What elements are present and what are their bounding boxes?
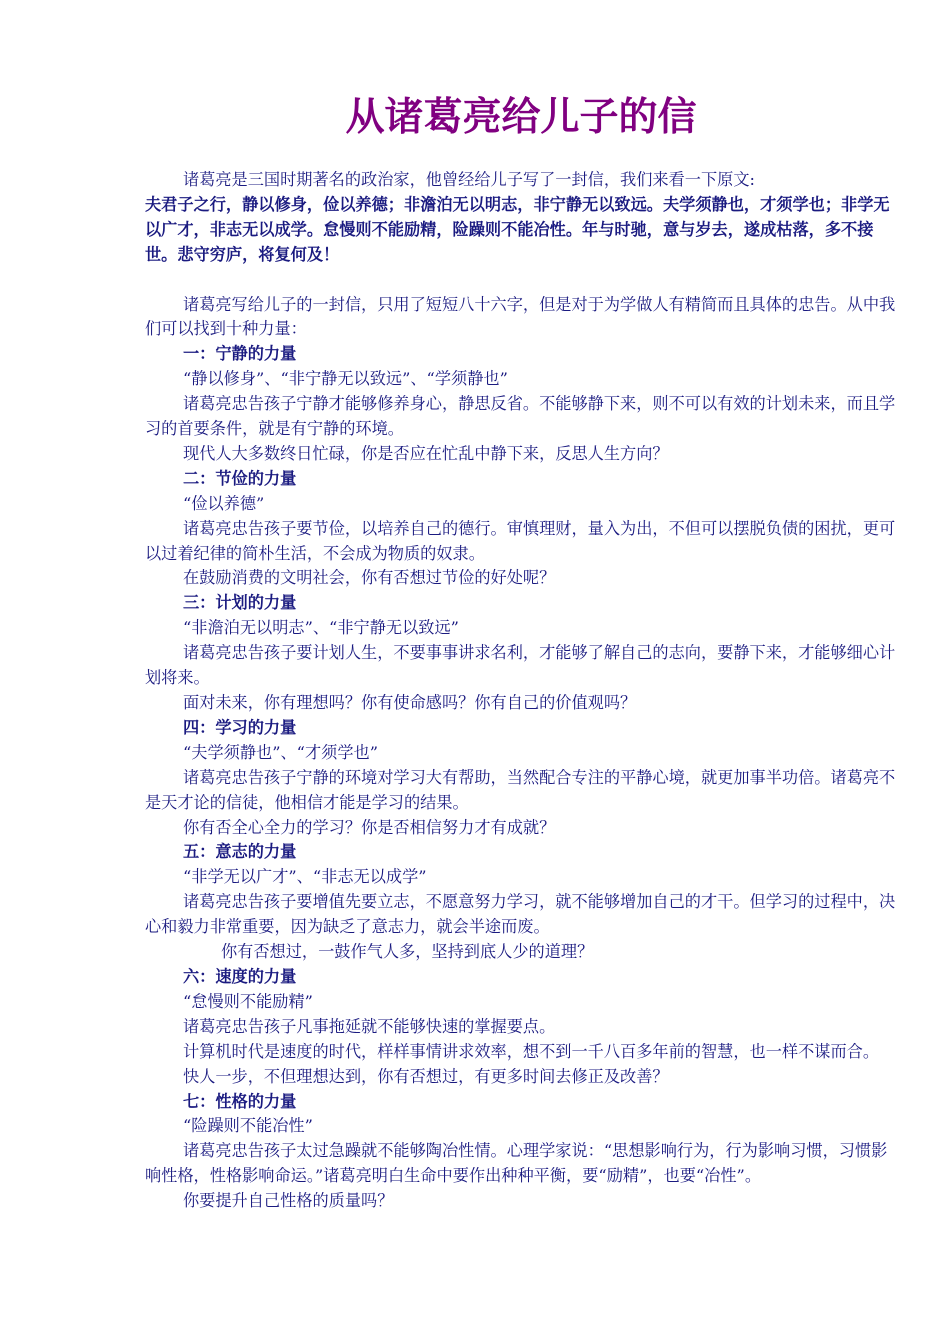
section-advice: 诸葛亮忠告孩子宁静才能够修养身心，静思反省。不能够静下来，则不可以有效的计划未来，而且学习的首要条件，就是有宁静的环境。 [145, 394, 896, 439]
section-quote: “静以修身”、“非宁静无以致远”、“学须静也” [183, 369, 508, 389]
section-quote: “险躁则不能冶性” [183, 1116, 313, 1136]
section-advice: 诸葛亮忠告孩子要增值先要立志，不愿意努力学习，就不能够增加自己的才干。但学习的过程中，决心和毅力非常重要，因为缺乏了意志力，就会半途而废。 [145, 892, 896, 937]
section-heading: 七：性格的力量 [183, 1091, 297, 1111]
section-advice: 诸葛亮忠告孩子要计划人生，不要事事讲求名利，才能够了解自己的志向，要静下来，才能够细心计划将来。 [145, 643, 896, 688]
page-title: 从诸葛亮给儿子的信 [345, 95, 697, 140]
section-heading: 四：学习的力量 [183, 717, 297, 737]
section-question: 你有否全心全力的学习？你是否相信努力才有成就？ [183, 817, 556, 837]
document-body [145, 168, 897, 1214]
section-extra: 计算机时代是速度的时代，样样事情讲求效率，想不到一千八百多年前的智慧，也一样不谋而合。 [183, 1041, 880, 1061]
section-question: 你有否想过，一鼓作气人多，坚持到底人少的道理？ [221, 942, 594, 962]
section-quote: “非澹泊无以明志”、“非宁静无以致远” [183, 618, 459, 638]
section-question: 你要提升自己性格的质量吗？ [183, 1191, 394, 1211]
section-heading: 三：计划的力量 [183, 593, 297, 613]
section-quote: “怠慢则不能励精” [183, 991, 313, 1011]
section-advice: 诸葛亮忠告孩子宁静的环境对学习大有帮助，当然配合专注的平静心境，就更加事半功倍。诸葛亮不是天才论的信徒，他相信才能是学习的结果。 [145, 767, 896, 812]
section-question: 快人一步，不但理想达到，你有否想过，有更多时间去修正及改善？ [183, 1066, 669, 1086]
section-question: 在鼓励消费的文明社会，你有否想过节俭的好处呢？ [183, 568, 556, 588]
section-advice: 诸葛亮忠告孩子凡事拖延就不能够快速的掌握要点。 [183, 1016, 556, 1036]
section-heading: 一：宁静的力量 [183, 344, 297, 364]
section-heading: 六：速度的力量 [183, 966, 297, 986]
section-heading: 二：节俭的力量 [183, 468, 297, 488]
section-quote: “非学无以广才”、“非志无以成学” [183, 867, 427, 887]
summary-paragraph: 诸葛亮写给儿子的一封信，只用了短短八十六字，但是对于为学做人有精简而且具体的忠告。从中我们可以找到十种力量： [145, 294, 896, 339]
letter-original-text: 夫君子之行，静以修身，俭以养德；非澹泊无以明志，非宁静无以致远。夫学须静也，才须学也；非学无以广才，非志无以成学。怠慢则不能励精，险躁则不能冶性。年与时驰，意与岁去，遂成枯落，多不接世。悲守穷庐，将复何及！ [145, 194, 890, 264]
section-question: 面对未来，你有理想吗？你有使命感吗？你有自己的价值观吗？ [183, 693, 637, 713]
section-question: 现代人大多数终日忙碌，你是否应在忙乱中静下来，反思人生方向？ [183, 443, 669, 463]
section-advice: 诸葛亮忠告孩子要节俭，以培养自己的德行。审慎理财，量入为出，不但可以摆脱负债的困扰，更可以过着纪律的简朴生活，不会成为物质的奴隶。 [145, 518, 896, 563]
section-quote: “夫学须静也”、“才须学也” [183, 742, 378, 762]
section-advice: 诸葛亮忠告孩子太过急躁就不能够陶冶性情。心理学家说：“思想影响行为，行为影响习惯，习惯影响性格，性格影响命运。”诸葛亮明白生命中要作出种种平衡，要“励精”，也要“冶性”。 [145, 1141, 888, 1186]
intro-paragraph: 诸葛亮是三国时期著名的政治家，他曾经给儿子写了一封信，我们来看一下原文: [183, 170, 756, 189]
section-quote: “俭以养德” [183, 493, 265, 513]
blank-line [145, 268, 897, 293]
section-heading: 五：意志的力量 [183, 842, 297, 862]
